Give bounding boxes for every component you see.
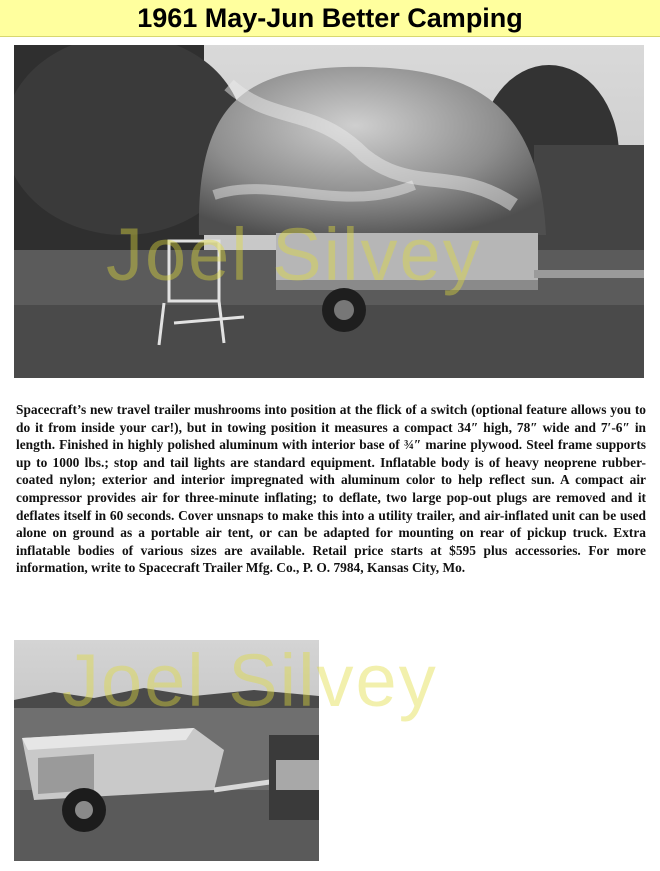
watermark: Joel Silvey xyxy=(62,639,438,722)
inflated-trailer-photo xyxy=(14,45,644,378)
watermark: Joel Silvey xyxy=(106,213,482,296)
utility-trailer-photo xyxy=(14,640,319,861)
page-title: 1961 May-Jun Better Camping xyxy=(137,2,523,33)
page-title-banner xyxy=(0,0,660,37)
article-body: Spacecraft’s new travel trailer mushrooms into position at the flick of a switch (optional feature allows you to do it from inside your car!), but in towing position it measures a compact 34″ high, 78″ wide and 7′-6″ in length. Finished in highly polished aluminum with interior base of ¾″ marine plywood. Steel frame supports up to 1000 lbs.; stop and tail lights are standard equipment. Inflatable body is of heavy neoprene rubber-coated nylon; exterior and interior impregnated with aluminum color to help reflect sun. A compact air compressor provides air for three-minute inflating; to deflate, two large pop-out plugs are removed and it deflates itself in 60 seconds. Cover unsnaps to make this into a utility trailer, and air-inflated unit can be used alone on ground as a portable air tent, or can be adapted for mounting on rear of pickup truck. Extra inflatable bodies of various sizes are available. Retail price starts at $595 plus accessories. For more information, write to Spacecraft Trailer Mfg. Co., P. O. 7984, Kansas City, Mo. xyxy=(16,402,646,576)
